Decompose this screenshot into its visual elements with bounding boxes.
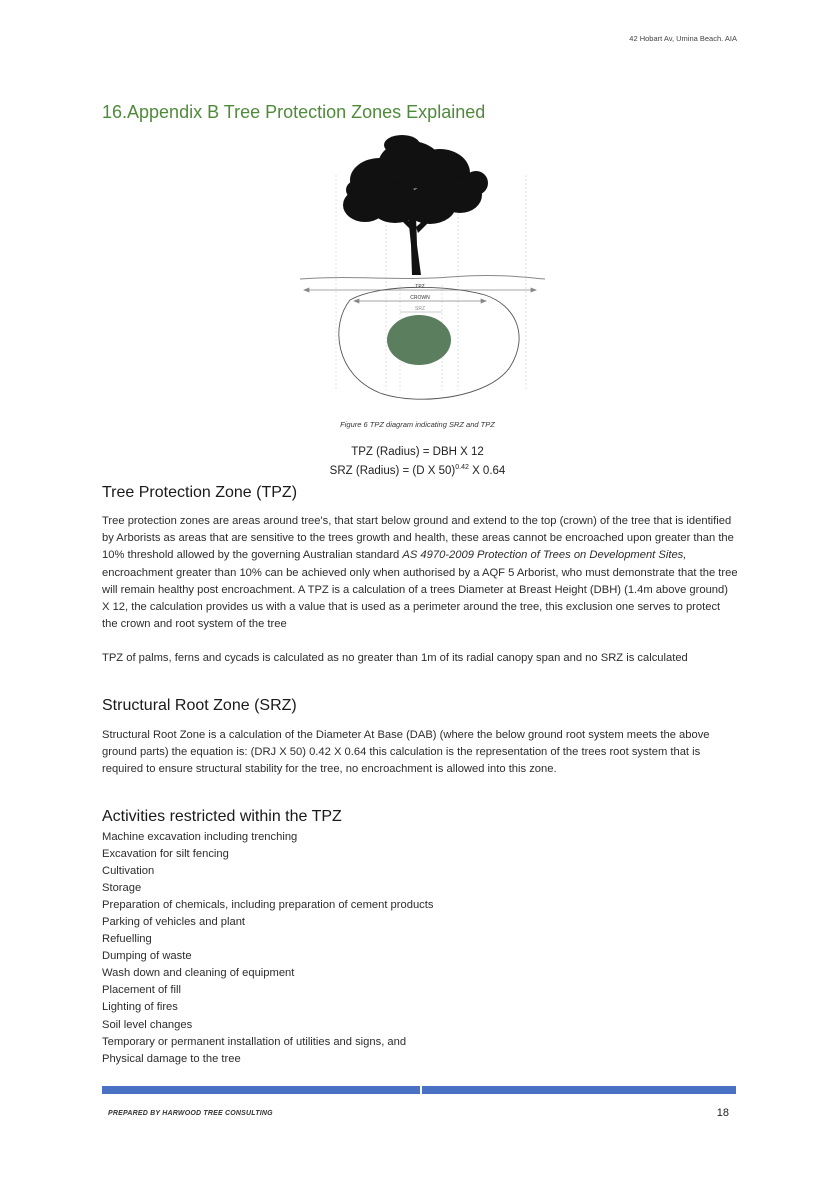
list-item: Preparation of chemicals, including preparation of cement products <box>102 899 434 912</box>
tpz-diagram <box>290 135 550 405</box>
palms-paragraph: TPZ of palms, ferns and cycads is calculated as no greater than 1m of its radial canopy span and no SRZ is calculated <box>102 652 688 664</box>
footer-bar <box>102 1086 736 1094</box>
list-item: Physical damage to the tree <box>102 1052 241 1065</box>
srz-formula-multiplier: X 0.64 <box>468 464 506 477</box>
srz-formula-base: SRZ (Radius) = (D X 50) <box>329 464 456 477</box>
list-item: Cultivation <box>102 865 155 878</box>
list-item: Excavation for silt fencing <box>102 848 229 861</box>
list-item: Lighting of fires <box>102 1001 178 1014</box>
tpz-paragraph <box>102 513 738 633</box>
tree-icon <box>343 135 488 275</box>
list-item: Wash down and cleaning of equipment <box>102 967 295 980</box>
footer-prepared-by: PREPARED BY HARWOOD TREE CONSULTING <box>108 1110 273 1117</box>
tpz-label: TPZ <box>415 284 425 290</box>
page-number: 18 <box>716 1107 729 1119</box>
list-item: Refuelling <box>102 933 152 946</box>
activities-list <box>102 829 433 1068</box>
list-item: Dumping of waste <box>102 950 192 963</box>
list-item: Soil level changes <box>102 1018 193 1031</box>
tpz-paragraph-intro: Tree protection zones are areas around tree's, that start below ground and extend to the top (crown) of the tree that is identified by Arborists as areas that are sensitive to the trees growth and health, these areas cannot be encroached upon greater than the 10% threshold allowed by the governing Australian standard <box>102 515 734 562</box>
figure-caption: Figure 6 TPZ diagram indicating SRZ and TPZ <box>340 420 495 429</box>
srz-zone <box>387 315 451 365</box>
list-item: Storage <box>102 882 142 895</box>
header-address: 42 Hobart Av, Umina Beach. AIA <box>629 34 737 43</box>
list-item: Machine excavation including trenching <box>102 831 298 843</box>
crown-label: CROWN <box>410 295 430 301</box>
footer-bar-segment <box>102 1086 420 1094</box>
tpz-paragraph-body: encroachment greater than 10% can be achieved only when authorised by a AQF 5 Arborist, who must demonstrate that the tree will remain healthy post encroachment. A TPZ is a calculation of a trees Diameter at Breast Height (DBH) (1.4m above ground) X 12, the calculation provides us with a value that is used as a perimeter around the tree, this exclusion one serves to protect the crown and root system of the tree <box>102 566 738 631</box>
list-item: Temporary or permanent installation of utilities and signs, and <box>102 1035 407 1048</box>
standard-reference: AS 4970-2009 Protection of Trees on Development Sites, <box>402 549 687 562</box>
srz-formula-exponent: 0.42 <box>455 464 469 471</box>
tpz-heading: Tree Protection Zone (TPZ) <box>102 484 298 501</box>
page-title: 16.Appendix B Tree Protection Zones Explained <box>102 102 486 122</box>
srz-paragraph: Structural Root Zone is a calculation of the Diameter At Base (DAB) (where the below ground root system meets the above ground parts) the equation is: (DRJ X 50) 0.42 X 0.64 this calculation is the representation of the trees root system that is required to ensure structural stability for the tree, no encroachment is allowed into this zone. <box>102 729 710 776</box>
tpz-diagram-illustration <box>290 135 550 405</box>
list-item: Parking of vehicles and plant <box>102 916 246 929</box>
ground-line <box>300 275 545 279</box>
srz-formula <box>0 464 835 477</box>
activities-heading: Activities restricted within the TPZ <box>102 808 342 825</box>
srz-heading: Structural Root Zone (SRZ) <box>102 697 297 714</box>
list-item: Placement of fill <box>102 984 181 997</box>
srz-label: SRZ <box>415 306 425 312</box>
tpz-formula: TPZ (Radius) = DBH X 12 <box>351 446 484 458</box>
footer-bar-segment <box>422 1086 736 1094</box>
